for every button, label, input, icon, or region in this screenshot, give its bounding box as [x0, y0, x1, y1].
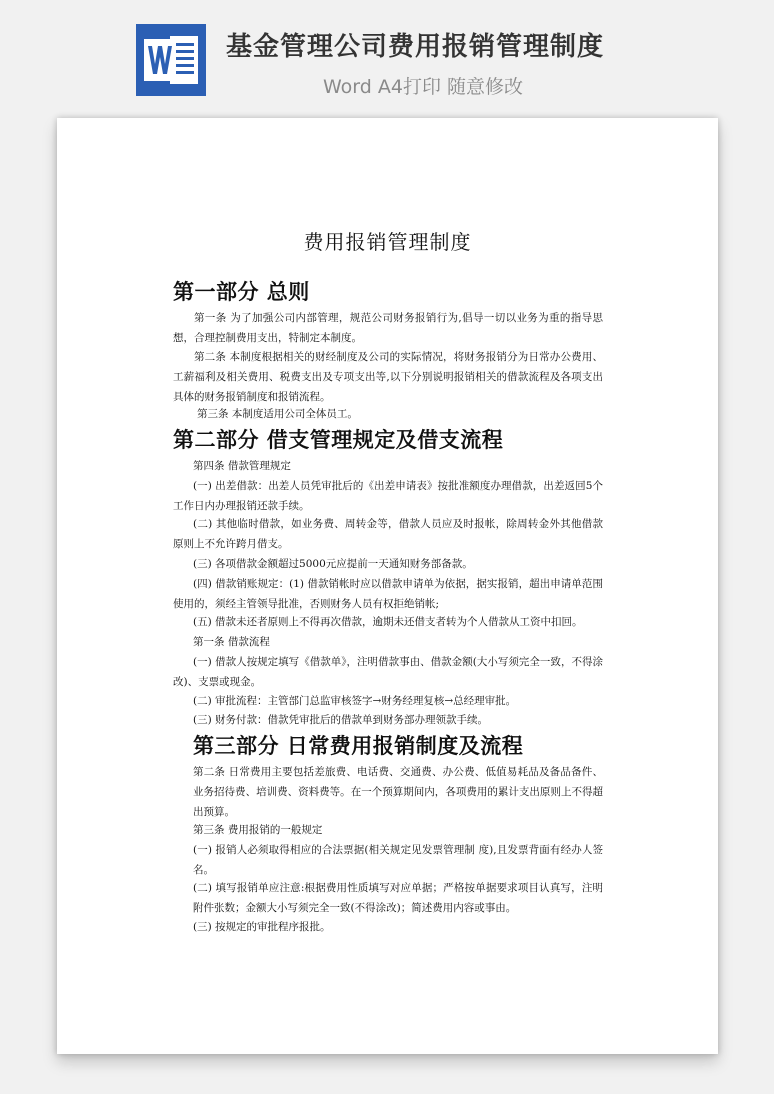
- document-title: 费用报销管理制度: [303, 230, 472, 254]
- section-heading-part3: 第三部分 日常费用报销制度及流程: [193, 734, 524, 758]
- paragraph: 第三条 费用报销的一般规定: [193, 824, 323, 836]
- paragraph: 第二条 本制度根据相关的财经制度及公司的实际情况，将财务报销分为日常办公费用、工薪福利及相关费用、税费支出及专项支出等,以下分别说明报销相关的借款流程及各项支出具体的财务报销制度和报销流程。: [173, 351, 603, 403]
- paragraph: (四) 借款销账规定：(1) 借款销帐时应以借款申请单为依据，据实报销，超出申请单范围使用的，须经主管领导批准，否则财务人员有权拒绝销帐;: [173, 578, 603, 610]
- paragraph: (一) 借款人按规定填写《借款单》，注明借款事由、借款金额(大小写须完全一致，不得涂改)、支票或现金。: [173, 656, 603, 688]
- paragraph: 第二条 日常费用主要包括差旅费、电话费、交通费、办公费、低值易耗品及备品备件、业务招待费、培训费、资料费等。在一个预算期间内，各项费用的累计支出原则上不得超出预算。: [193, 766, 603, 818]
- banner-subtitle: Word A4打印 随意修改: [323, 76, 524, 98]
- paragraph: (五) 借款未还者原则上不得再次借款，逾期未还借支者转为个人借款从工资中扣回。: [193, 616, 583, 628]
- paragraph: (三) 按规定的审批程序报批。: [193, 921, 331, 933]
- word-doc-icon: [136, 24, 206, 96]
- banner: [0, 0, 774, 110]
- paragraph: (三) 各项借款金额超过5000元应提前一天通知财务部备款。: [193, 558, 473, 570]
- paragraph: 第一条 为了加强公司内部管理，规范公司财务报销行为,倡导一切以业务为重的指导思想，合理控制费用支出，特制定本制度。: [173, 312, 603, 344]
- paragraph: (一) 出差借款：出差人员凭审批后的《出差申请表》按批准额度办理借款，出差返回5个工作日内办理报销还款手续。: [173, 480, 603, 512]
- section-heading-part2: 第二部分 借支管理规定及借支流程: [173, 428, 504, 452]
- section-heading-part1: 第一部分 总则: [173, 280, 310, 304]
- watermark: [108, 478, 136, 512]
- paragraph: (一) 报销人必须取得相应的合法票据(相关规定见发票管理制 度),且发票背面有经办人签名。: [193, 844, 603, 876]
- banner-title: 基金管理公司费用报销管理制度: [226, 32, 605, 62]
- paragraph: (二) 填写报销单应注意:根据费用性质填写对应单据；严格按单据要求项目认真写，注明附件张数；金额大小写须完全一致(不得涂改)；简述费用内容或事由。: [193, 882, 603, 914]
- paragraph: (三) 财务付款：借款凭审批后的借款单到财务部办理领款手续。: [193, 714, 489, 726]
- document-page: [57, 118, 718, 1054]
- paragraph: 第三条 本制度适用公司全体员工。: [197, 408, 358, 420]
- paragraph: (二) 审批流程：主管部门总监审核签字→财务经理复核→总经理审批。: [193, 695, 517, 707]
- paragraph: (二) 其他临时借款，如业务费、周转金等，借款人员应及时报帐，除周转金外其他借款原则上不允许跨月借支。: [173, 518, 603, 550]
- paragraph: 第一条 借款流程: [193, 636, 270, 648]
- paragraph: 第四条 借款管理规定: [193, 460, 291, 472]
